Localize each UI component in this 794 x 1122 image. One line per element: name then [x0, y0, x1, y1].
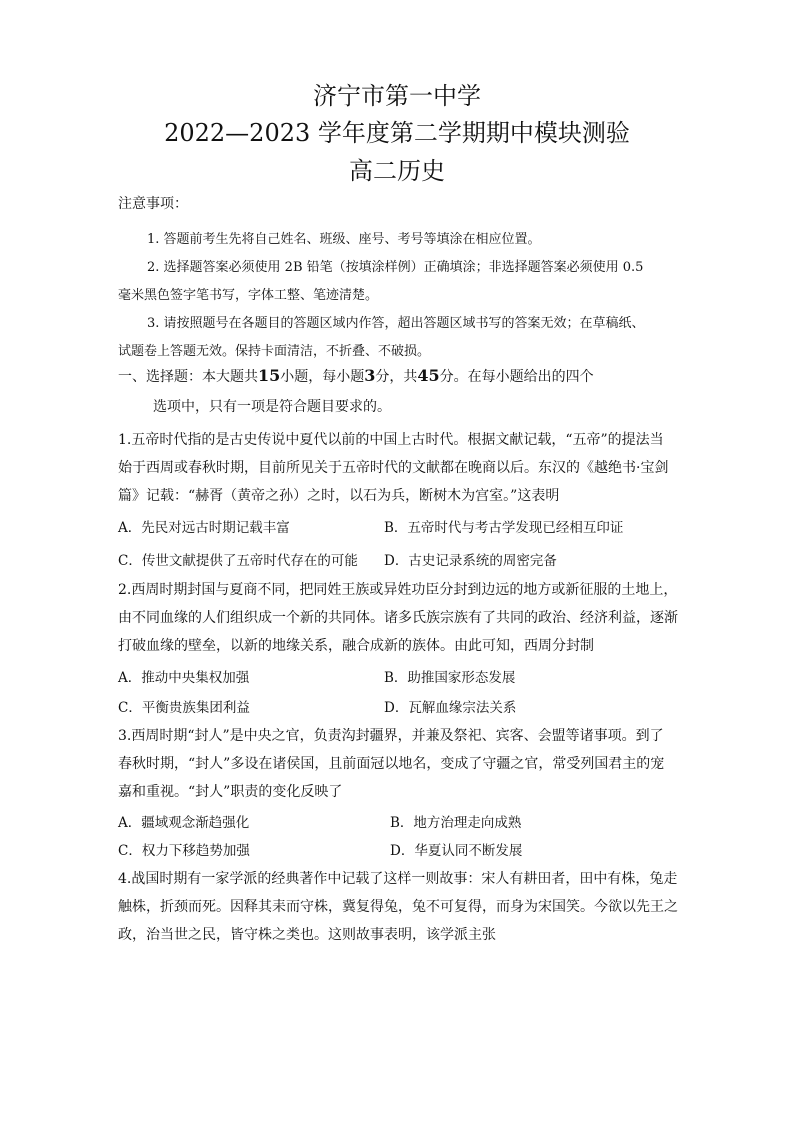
notice-item-3: 3. 请按照题号在各题目的答题区域内作答，超出答题区域书写的答案无效；在草稿纸、	[147, 316, 645, 331]
question-1: 1.五帝时代指的是古史传说中夏代以前的中国上古时代。根据文献记载，“五帝”的提法当 始于西周或春秋时期，目前所见关于五帝时代的文献都在晚商以后。东汉的《越绝书·宝剑 篇》记载：“赫胥（黄帝之孙）之时，以石为兵，断树木为宫室。”这表明	[118, 432, 669, 504]
question-2: 2.西周时期封国与夏商不同，把同姓王族或异姓功臣分封到边远的地方或新征服的土地上， 由不同血缘的人们组织成一个新的共同体。诸多氏族宗族有了共同的政治、经济利益，逐渐 打破血缘的壁垒，以新的地缘关系，融合成新的族体。由此可知，西周分封制	[118, 582, 678, 654]
school-name: 济宁市第一中学	[313, 82, 481, 110]
exam-title: 2022—2023 学年度第二学期期中模块测验	[164, 119, 630, 147]
notice-heading: 注意事项：	[118, 196, 188, 212]
q3-option-d: D．华夏认同不断发展	[390, 843, 523, 859]
q1-option-a: A．先民对远古时期记载丰富	[118, 520, 290, 536]
q3-option-b: B．地方治理走向成熟	[390, 815, 522, 831]
q2-option-a: A．推动中央集权加强	[118, 670, 250, 686]
q3-option-a: A．疆域观念渐趋强化	[118, 815, 250, 831]
notice-item-1: 1. 答题前考生先将自己姓名、班级、座号、考号等填涂在相应位置。	[147, 232, 541, 247]
notice-item-3-cont: 试题卷上答题无效。保持卡面清洁，不折叠、不破损。	[118, 344, 431, 359]
q1-option-d: D．古史记录系统的周密完备	[384, 553, 557, 569]
notice-item-2-cont: 毫米黑色签字笔书写，字体工整、笔迹清楚。	[118, 288, 379, 303]
q1-option-c: C．传世文献提供了五帝时代存在的可能	[118, 553, 358, 569]
q1-option-b: B．五帝时代与考古学发现已经相互印证	[384, 520, 624, 536]
section-heading: 一、选择题：本大题共15小题，每小题3分，共45分。在每小题给出的四个	[118, 366, 594, 385]
question-4: 4.战国时期有一家学派的经典著作中记载了这样一则故事：宋人有耕田者，田中有株，兔走 触株，折颈而死。因释其耒而守株，冀复得兔，兔不可复得，而身为宋国笑。今欲以先王之 政，治当世之民，皆守株之类也。这则故事表明，该学派主张	[118, 871, 678, 943]
q2-option-b: B．助推国家形态发展	[384, 670, 516, 686]
subject-title: 高二历史	[349, 157, 445, 185]
section-heading-line2: 选项中，只有一项是符合题目要求的。	[153, 399, 391, 415]
question-3: 3.西周时期“封人”是中央之官，负责沟封疆界，并兼及祭祀、宾客、会盟等诸事项。到了 春秋时期，“封人”多设在诸侯国，且前面冠以地名，变成了守疆之官，常受列国君主的宠 嘉和重视。“封人”职责的变化反映了	[118, 728, 665, 800]
notice-item-2: 2. 选择题答案必须使用 2B 铅笔（按填涂样例）正确填涂；非选择题答案必须使用 0.5	[147, 260, 644, 275]
q2-option-d: D．瓦解血缘宗法关系	[384, 700, 517, 716]
q2-option-c: C．平衡贵族集团利益	[118, 700, 250, 716]
q3-option-c: C．权力下移趋势加强	[118, 843, 250, 859]
